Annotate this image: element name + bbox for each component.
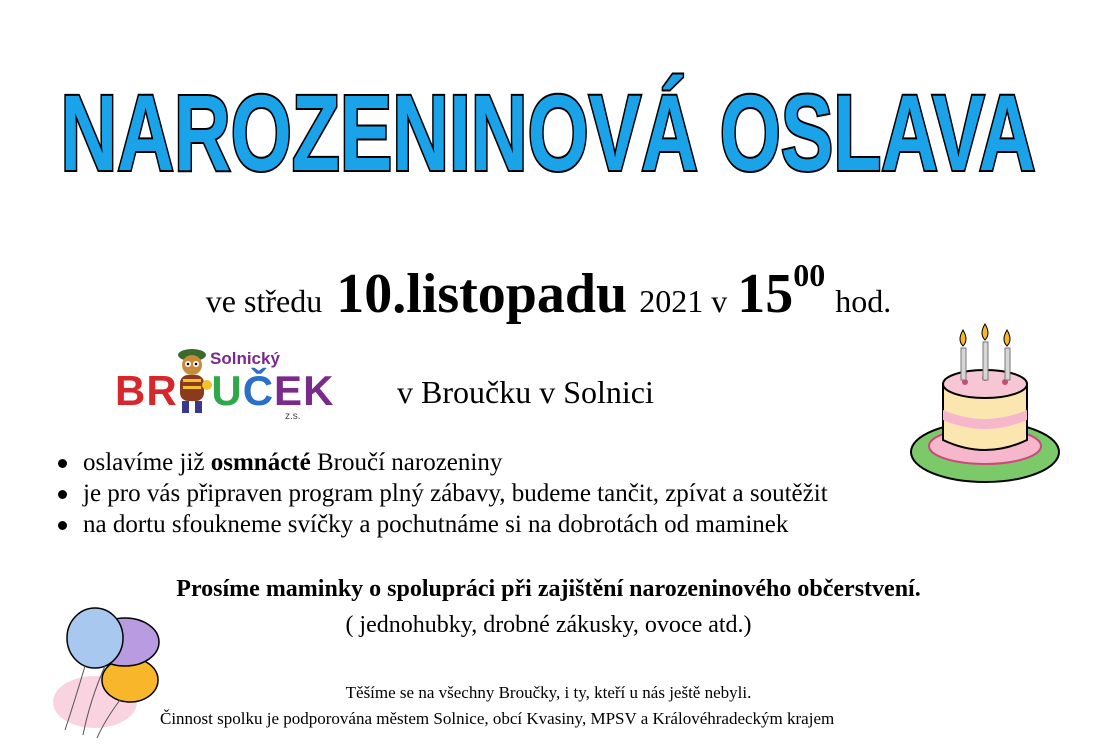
footer-welcome: Těšíme se na všechny Broučky, i ty, kteří u nás ještě nebyli. [345, 683, 752, 702]
date-day: 10.listopadu [336, 263, 628, 325]
page-title [0, 52, 1097, 202]
birthday-cake-icon [905, 322, 1065, 492]
logo-top-text: Solnický [210, 349, 280, 368]
logo-letter: B [115, 367, 147, 414]
request-examples: ( jednohubky, drobné zákusky, ovoce atd.) [345, 612, 752, 638]
logo-letter: Č [242, 367, 275, 414]
location-text: v Broučku v Solnici [397, 374, 654, 410]
bullet-text: na dortu sfoukneme svíčky a pochutnáme si na dobrotách od maminek [83, 511, 789, 538]
bullet-list [56, 447, 828, 540]
time-suffix: hod. [835, 283, 892, 319]
logo-letter: U [211, 367, 243, 414]
bullet-text: Broučí narozeniny [310, 449, 503, 476]
bullet-text: oslavíme již [83, 449, 211, 476]
request-text: Prosíme maminky o spolupráci při zajištění narozeninového občerstvení. [176, 576, 921, 602]
balloons-icon [45, 600, 185, 740]
list-item [56, 509, 828, 540]
list-item [56, 478, 828, 509]
logo-brucek-text [115, 367, 334, 415]
date-year: 2021 v [639, 283, 728, 319]
bullet-text: je pro vás připraven program plný zábavy, budeme tančit, zpívat a soutěžit [83, 480, 828, 507]
logo-letter: R [146, 367, 178, 414]
date-line [0, 257, 1097, 326]
solnicky-broucek-logo [110, 345, 335, 425]
date-prefix: ve středu [205, 283, 323, 319]
logo-letter: K [303, 367, 335, 414]
bullet-icon [58, 521, 67, 530]
title-text: NAROZENINOVÁ OSLAVA [60, 72, 1036, 193]
bullet-bold-text: osmnácté [210, 449, 311, 476]
bullet-icon [58, 490, 67, 499]
time-minutes: 00 [793, 257, 826, 293]
logo-letter: E [274, 367, 304, 414]
footer-support: Činnost spolku je podporována městem Solnice, obcí Kvasiny, MPSV a Královéhradeckým krajem [160, 709, 835, 728]
logo-bottom-text: z.s. [285, 411, 301, 422]
bullet-icon [58, 459, 67, 468]
logo-letter [178, 367, 212, 414]
time-hour: 15 [737, 263, 794, 325]
list-item [56, 447, 828, 478]
